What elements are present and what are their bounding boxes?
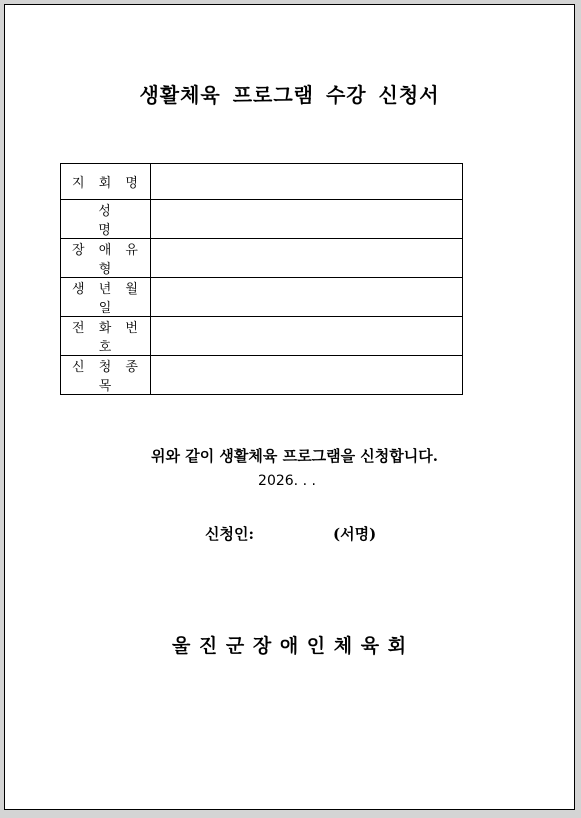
field-value-birthdate[interactable] xyxy=(151,278,463,317)
form-row-birthdate xyxy=(61,278,463,317)
application-date: 2026. . . xyxy=(258,473,316,489)
application-statement: 위와 같이 생활체육 프로그램을 신청합니다. xyxy=(151,447,438,465)
form-row-branch xyxy=(61,164,463,200)
field-label-phone: 전 화 번 호 xyxy=(61,317,151,356)
field-label-birthdate: 생 년 월 일 xyxy=(61,278,151,317)
applicant-label: 신청인: xyxy=(205,525,255,543)
field-label-branch: 지 회 명 xyxy=(61,164,151,200)
field-value-branch[interactable] xyxy=(151,164,463,200)
field-value-name[interactable] xyxy=(151,200,463,239)
field-value-disability-type[interactable] xyxy=(151,239,463,278)
field-label-name: 성 명 xyxy=(61,200,151,239)
document-title: 생활체육 프로그램 수강 신청서 xyxy=(139,83,440,107)
form-row-sport xyxy=(61,356,463,395)
field-label-sport: 신 청 종 목 xyxy=(61,356,151,395)
field-value-phone[interactable] xyxy=(151,317,463,356)
application-form-table xyxy=(60,163,463,395)
form-row-phone xyxy=(61,317,463,356)
signature-label: (서명) xyxy=(333,525,377,543)
form-row-name xyxy=(61,200,463,239)
organization-name: 울 진 군 장 애 인 체 육 회 xyxy=(171,635,408,657)
field-value-sport[interactable] xyxy=(151,356,463,395)
field-label-disability-type: 장 애 유 형 xyxy=(61,239,151,278)
form-row-disability-type xyxy=(61,239,463,278)
document-page xyxy=(4,4,575,810)
